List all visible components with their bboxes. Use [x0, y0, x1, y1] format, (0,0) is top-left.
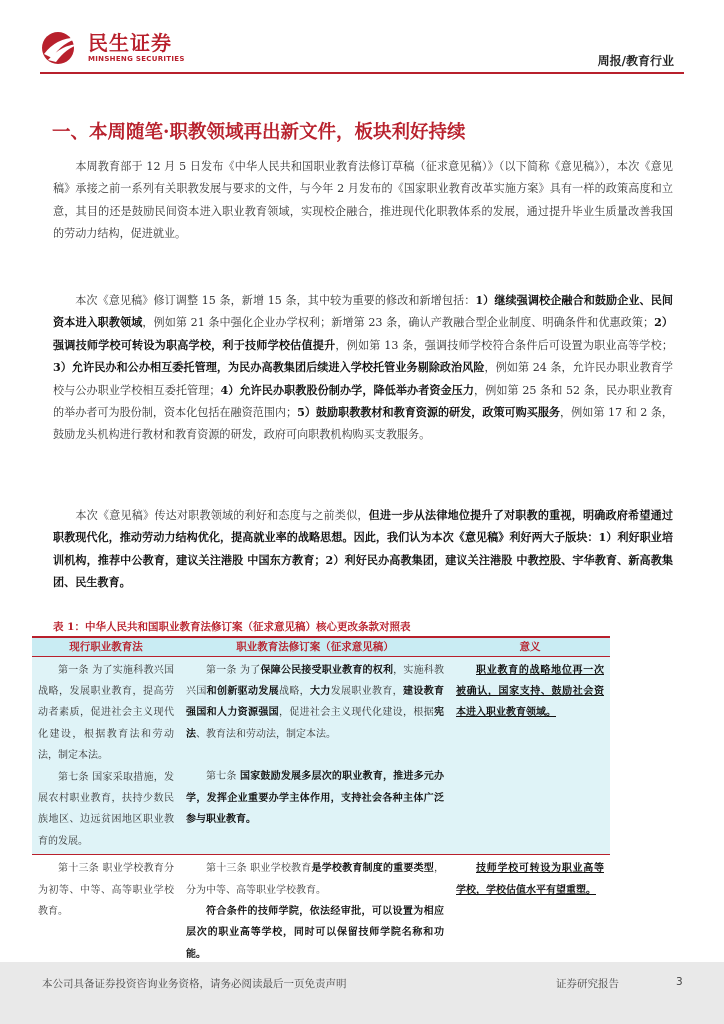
revised-article-1-text: 战略，	[279, 685, 311, 697]
amendments-text-5: ，例如第 25 条和 52 条，民办职业教育的举办者可为股份制，资本化包括在融资范围内；	[53, 383, 673, 420]
amendments-point-5: 5）鼓励职教教材和教育资源的研发，政策可购买服务	[297, 406, 561, 420]
table-header-row	[32, 637, 610, 656]
revised-article-1-text: 第一条 为了	[206, 664, 261, 676]
current-article-7: 第七条 国家采取措施，发展农村职业教育，扶持少数民族地区、边远贫困地区职业教育的发展。	[38, 771, 174, 847]
revised-article-13-text: ，分为中等、高等职业学校教育。	[186, 863, 444, 896]
revised-article-13-addition	[186, 901, 444, 965]
header-divider	[40, 72, 684, 74]
amendments-point-3: 3）允许民办和公办相互委托管理，为民办高教集团后续进入学校托管业务剔除政治风险	[53, 361, 485, 375]
comparison-table	[32, 636, 610, 967]
report-type-label: 周报/教育行业	[597, 54, 674, 68]
page-footer	[0, 962, 724, 1024]
revised-article-13-bold: 符合条件的技师学院，依法经审批，可以设置为相应层次的职业高等学校，同时可以保留技师学院名称和功能。	[186, 905, 444, 960]
amendments-text-3: ，例如第 13 条，强调技师学校符合条件后可设置为职业高等学校；	[335, 338, 673, 352]
conclusion-bold-text: 但进一步从法律地位提升了对职教的重视，明确政府希望通过职教现代化，推动劳动力结构优化，提高就业率的战略思想。因此，我们认为本次《意见稿》利好两大子版块：1）利好职业培训机构，推荐中公教育，建议关注港股 中国东方教育；2）利好民办高教集团，建议关注港股 中教控股、宇华教育、新高教集团、民生教育。	[53, 509, 673, 590]
logo-english-name: MINSHENG SECURITIES	[88, 55, 185, 63]
minsheng-logo-icon	[40, 30, 82, 66]
amendments-text-2: ，例如第 21 条中强化企业办学权利；新增第 23 条，确认产教融合型企业制度、明确条件和优惠政策；	[142, 316, 655, 330]
revised-article-1-bold: 宪法	[186, 707, 444, 740]
revised-article-13-bold: 是学校教育制度的重要类型	[311, 863, 434, 875]
conclusion-text-1: 本次《意见稿》传达对职教领域的利好和态度与之前类似，	[75, 509, 369, 522]
meaning-text-bold: 职业教育的战略地位再一次被确认，国家支持、鼓励社会资本进入职业教育领域。	[456, 664, 604, 719]
amendments-point-2: 2）强调技师学校可转设为职高学校，利于技师学校估值提升	[53, 316, 673, 352]
table-row	[32, 855, 610, 968]
table-cell-current	[32, 656, 180, 855]
table-cell-meaning	[450, 656, 610, 855]
footer-disclaimer: 本公司具备证券投资咨询业务资格，请务必阅读最后一页免责声明	[42, 978, 347, 990]
revised-article-1-text: 发展职业教育，	[330, 685, 404, 697]
meaning-text	[456, 858, 604, 901]
amendments-point-1: 1）继续强调校企融合和鼓励企业、民间资本进入职教领域	[53, 294, 673, 330]
revised-article-13	[186, 858, 444, 901]
page-number: 3	[676, 976, 683, 988]
meaning-text	[456, 660, 604, 724]
amendments-text-6: ，例如第 17 和 2 条，鼓励龙头机构进行教材和教育资源的研发，政府可向职教机构购买支教服务。	[53, 406, 673, 442]
logo-chinese-name: 民生证券	[88, 31, 172, 55]
revised-article-13-text: 第十三条 职业学校教育	[206, 863, 312, 875]
table-header-meaning: 意义	[450, 637, 610, 656]
revised-article-1-bold: 大力	[310, 685, 331, 697]
company-logo	[40, 30, 185, 66]
paragraph-amendments	[53, 290, 673, 447]
table-header-revised-law: 职业教育法修订案（征求意见稿）	[180, 637, 450, 656]
table-row	[32, 656, 610, 855]
table-cell-revised	[180, 855, 450, 968]
paragraph-intro	[53, 156, 673, 246]
revised-article-1-bold: 保障公民接受职业教育的权利	[260, 664, 394, 676]
current-article-1: 第一条 为了实施科教兴国战略，发展职业教育，提高劳动者素质，促进社会主义现代化建设，根据教育法和劳动法，制定本法。	[38, 664, 174, 762]
amendments-point-4: 4）允许民办职教股份制办学，降低举办者资金压力	[220, 383, 475, 397]
revised-article-1-text: 、教育法和劳动法，制定本法。	[196, 728, 336, 740]
revised-article-7-text: 第七条	[206, 771, 241, 783]
amendments-text-4: ，例如第 24 条，允许民办职业教育学校与公办职业学校相互委托管理；	[53, 361, 674, 397]
revised-article-1-bold: 建设教育强国和人力资源强国	[186, 685, 445, 719]
table-title: 表 1：中华人民共和国职业教育法修订案（征求意见稿）核心更改条款对照表	[53, 621, 411, 633]
paragraph-intro-text: 本周教育部于 12 月 5 日发布《中华人民共和国职业教育法修订草稿（征求意见稿）》（以下简称《意见稿》），本次《意见稿》承接之前一系列有关职教发展与要求的文件，与今年 2 月发布的《国家职业教育改革实施方案》具有一样的政策高度和立意，其目的还是鼓励民间资本进入职业教育领域，实现校企融合，推进现代化职教体系的发展，通过提升毕业生质量改善我国的劳动力结构，促进就业。	[53, 160, 673, 241]
paragraph-conclusion	[53, 505, 673, 595]
section-title: 一、本周随笔·职教领域再出新文件，板块利好持续	[52, 122, 466, 143]
footer-report-label: 证券研究报告	[556, 978, 619, 990]
table-cell-meaning	[450, 855, 610, 968]
meaning-text-bold: 技师学校可转设为职业高等学校，学校估值水平有望重塑。	[456, 863, 604, 896]
table-header-current-law: 现行职业教育法	[32, 637, 180, 656]
table-cell-revised	[180, 656, 450, 855]
table-cell-current	[32, 855, 180, 968]
amendments-text-1: 本次《意见稿》修订调整 15 条，新增 15 条，其中较为重要的修改和新增包括：	[75, 294, 476, 307]
revised-article-1-text: ，实施科教兴国	[186, 664, 445, 697]
revised-article-1	[186, 660, 444, 746]
current-article-13: 第十三条 职业学校教育分为初等、中等、高等职业学校教育。	[38, 863, 174, 917]
revised-article-1-text: ，促进社会主义现代化建设，根据	[279, 707, 434, 719]
revised-article-7-bold: 国家鼓励发展多层次的职业教育，推进多元办学，发挥企业重要办学主体作用，支持社会各种主体广泛参与职业教育。	[186, 771, 444, 825]
page-header	[0, 0, 724, 80]
revised-article-1-bold: 和创新驱动发展	[206, 685, 280, 697]
revised-article-7	[186, 766, 444, 830]
